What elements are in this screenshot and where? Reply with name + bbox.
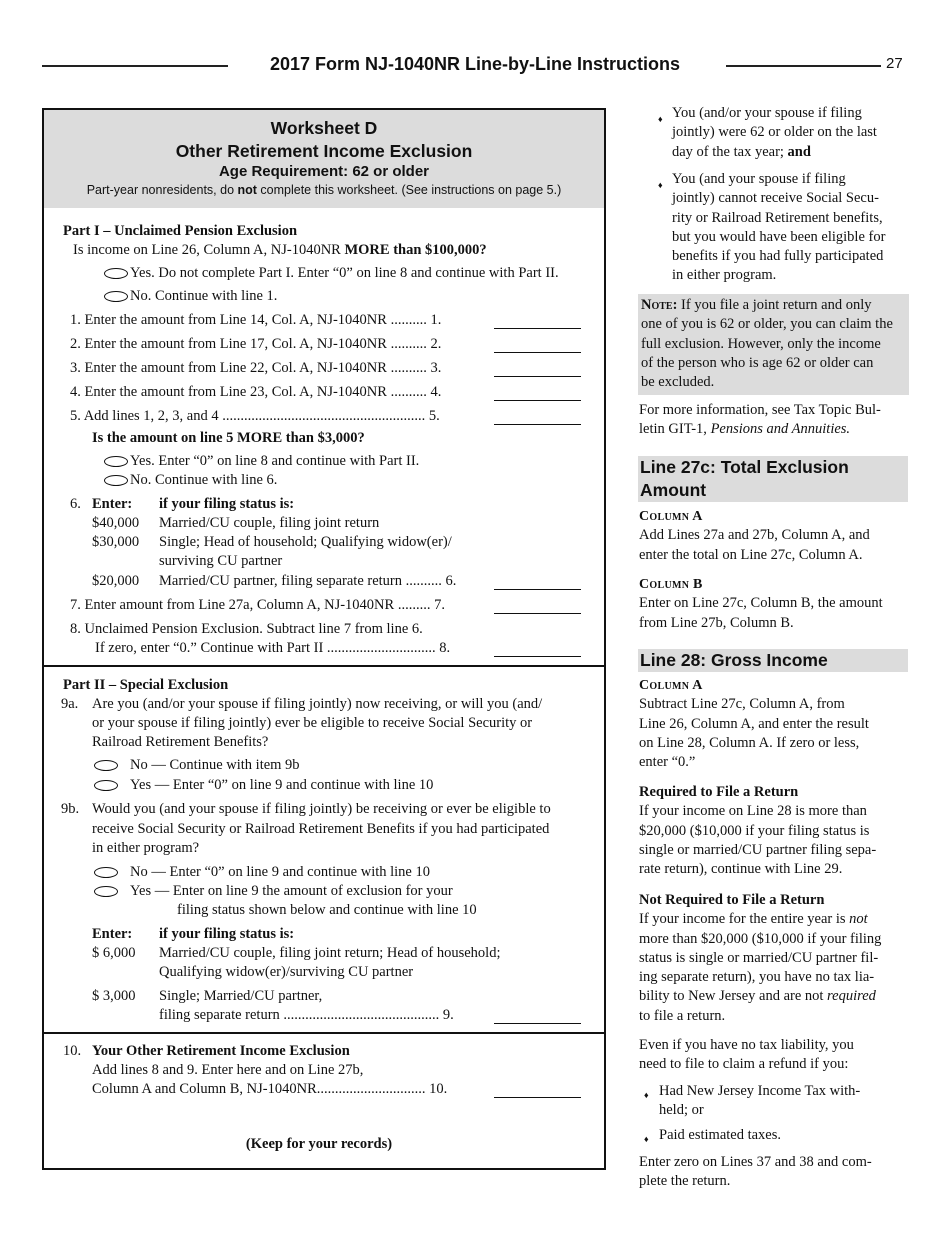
line9a-yes-text: Yes — Enter “0” on line 9 and continue with line 10 <box>130 777 434 793</box>
line-10-text-2: Column A and Column B, NJ-1040NR.............................. 10. <box>92 1081 448 1097</box>
line-8-field[interactable] <box>494 656 581 657</box>
line-3: 3. Enter the amount from Line 22, Col. A, NJ-1040NR .......... 3. <box>70 360 442 376</box>
not-required-to-file: Not Required to File a Return If your income for the entire year is not more than $20,000 ($10,000 if your filing status is single or married/CU partner fil- ing separate return), you have no tax lia- bility to New Jersey and are not required to file a return. <box>639 892 882 1024</box>
line-1: 1. Enter the amount from Line 14, Col. A, NJ-1040NR .......... 1. <box>70 312 442 328</box>
line-9a-text-1: Are you (and/or your spouse if filing jointly) now receiving, or will you (and/ <box>92 696 543 712</box>
required-to-file: Required to File a Return If your income on Line 28 is more than $20,000 ($10,000 if your filing status is single or married/CU partner filing sepa- rate return), continue with Line 29. <box>639 784 877 878</box>
line-6-amount-2: $30,000 <box>92 534 140 550</box>
bullet-icon: ♦ <box>644 1134 649 1144</box>
line9b-yes-text-2: filing status shown below and continue with line 10 <box>177 902 477 918</box>
enter-zero-note: Enter zero on Lines 37 and 38 and com- plete the return. <box>639 1154 872 1190</box>
age-requirement: Age Requirement: 62 or older <box>218 163 430 180</box>
worksheet-note: Part-year nonresidents, do not complete this worksheet. (See instructions on page 5.) <box>86 183 562 197</box>
part1-no-text: No. Continue with line 1. <box>130 288 278 304</box>
header-rule-left <box>42 65 228 67</box>
line-3-field[interactable] <box>494 376 581 377</box>
line9b-no-oval[interactable] <box>94 867 118 878</box>
line9a-yes-oval[interactable] <box>94 780 118 791</box>
bullet-icon: ♦ <box>658 180 663 190</box>
line-4-field[interactable] <box>494 400 581 401</box>
yes-option-oval[interactable] <box>104 268 128 279</box>
line-9-status-1a: Married/CU couple, filing joint return; Head of household; <box>159 945 501 961</box>
note-box: Note: If you file a joint return and only one of you is 62 or older, you can claim the full exclusion. However, only the income of the person who is age 62 or older can be excluded. <box>638 294 909 395</box>
refund-bullet-2: Paid estimated taxes. <box>659 1127 782 1143</box>
line-6-number: 6. <box>70 496 81 512</box>
page-title: 2017 Form NJ-1040NR Line-by-Line Instructions <box>269 54 681 74</box>
line-10-title: Your Other Retirement Income Exclusion <box>92 1043 350 1059</box>
part1-heading: Part I – Unclaimed Pension Exclusion <box>63 223 298 239</box>
line-6-field[interactable] <box>494 589 581 590</box>
line-9a-text-3: Railroad Retirement Benefits? <box>92 734 269 750</box>
line-10-field[interactable] <box>494 1097 581 1098</box>
line-9-status-1b: Qualifying widow(er)/surviving CU partner <box>159 964 414 980</box>
line-9-status-2b: filing separate return ........................................... 9. <box>159 1007 454 1023</box>
line-9-amount-2: $ 3,000 <box>92 988 136 1004</box>
line5-no-oval[interactable] <box>104 475 128 486</box>
part2-heading: Part II – Special Exclusion <box>63 677 229 693</box>
req-bullet-1: You (and/or your spouse if filing jointly) were 62 or older on the last day of the tax year; and <box>672 105 877 160</box>
more-info: For more information, see Tax Topic Bul- letin GIT-1, Pensions and Annuities. <box>639 402 881 438</box>
no-option-oval[interactable] <box>104 291 128 302</box>
line-6-status-1: Married/CU couple, filing joint return <box>159 515 380 531</box>
line-6-status-heading: if your filing status is: <box>159 496 295 512</box>
line5-yes-oval[interactable] <box>104 456 128 467</box>
line-9a-text-2: or your spouse if filing jointly) ever be eligible to receive Social Security or <box>92 715 533 731</box>
line-6-status-2a: Single; Head of household; Qualifying widow(er)/ <box>159 534 452 550</box>
line-7-field[interactable] <box>494 613 581 614</box>
line-28-col-a: Column A Subtract Line 27c, Column A, from Line 26, Column A, and enter the result on Line 28, Column A. If zero or less, enter “0.” <box>639 678 869 771</box>
line-9-field[interactable] <box>494 1023 581 1024</box>
line-6-status-3: Married/CU partner, filing separate return .......... 6. <box>159 573 457 589</box>
worksheet-header <box>44 110 604 208</box>
worksheet-subtitle: Other Retirement Income Exclusion <box>175 141 473 161</box>
line9b-no-text: No — Enter “0” on line 9 and continue with line 10 <box>130 864 430 880</box>
line-9b-text-2: receive Social Security or Railroad Retirement Benefits if you had participated <box>92 821 550 837</box>
line-9b-number: 9b. <box>61 801 80 817</box>
line-10-text-1: Add lines 8 and 9. Enter here and on Line 27b, <box>92 1062 364 1078</box>
line9a-no-text: No — Continue with item 9b <box>130 757 300 773</box>
line-27c-col-b: Column B Enter on Line 27c, Column B, the amount from Line 27b, Column B. <box>639 577 883 631</box>
worksheet-title: Worksheet D <box>270 118 378 138</box>
line-4: 4. Enter the amount from Line 23, Col. A, NJ-1040NR .......... 4. <box>70 384 442 400</box>
line-9-status-2a: Single; Married/CU partner, <box>159 988 323 1004</box>
line-1-field[interactable] <box>494 328 581 329</box>
refund-bullet-1: Had New Jersey Income Tax with- held; or <box>659 1083 861 1119</box>
line-6-status-2b: surviving CU partner <box>159 553 283 569</box>
line-28-heading: Line 28: Gross Income <box>638 649 908 672</box>
keep-for-records: (Keep for your records) <box>245 1136 393 1152</box>
line-5-question: Is the amount on line 5 MORE than $3,000? <box>92 430 365 446</box>
bullet-icon: ♦ <box>658 114 663 124</box>
line-9-enter: Enter: <box>92 926 133 942</box>
part1-yes-text: Yes. Do not complete Part I. Enter “0” on line 8 and continue with Part II. <box>130 265 559 281</box>
line-8b: If zero, enter “0.” Continue with Part II .............................. 8. <box>95 640 451 656</box>
part-divider-1 <box>44 665 604 667</box>
line5-no-text: No. Continue with line 6. <box>130 472 278 488</box>
bullet-icon: ♦ <box>644 1090 649 1100</box>
line-27c-col-a: Column A Add Lines 27a and 27b, Column A, and enter the total on Line 27c, Column A. <box>639 509 870 563</box>
line-9-status-heading: if your filing status is: <box>159 926 295 942</box>
line9b-yes-oval[interactable] <box>94 886 118 897</box>
line-6-enter: Enter: <box>92 496 133 512</box>
line-9b-text-3: in either program? <box>92 840 200 856</box>
worksheet-d <box>42 108 606 1170</box>
line-10-number: 10. <box>63 1043 82 1059</box>
page-number: 27 <box>886 55 903 72</box>
line-27c-heading: Line 27c: Total Exclusion Amount <box>638 456 908 502</box>
line-5-field[interactable] <box>494 424 581 425</box>
line-6-amount-1: $40,000 <box>92 515 140 531</box>
line-9a-number: 9a. <box>61 696 79 712</box>
line9b-yes-text-1: Yes — Enter on line 9 the amount of exclusion for your <box>130 883 453 899</box>
line-9b-text-1: Would you (and your spouse if filing jointly) be receiving or ever be eligible to <box>92 801 551 817</box>
line-7: 7. Enter amount from Line 27a, Column A, NJ-1040NR ......... 7. <box>70 597 445 613</box>
req-bullet-2: You (and your spouse if filing jointly) cannot receive Social Secu- rity or Railroad Retirement benefits, but you would have been eligible for benefits if you had fully participated in either program. <box>672 171 886 284</box>
line-2: 2. Enter the amount from Line 17, Col. A, NJ-1040NR .......... 2. <box>70 336 442 352</box>
line-2-field[interactable] <box>494 352 581 353</box>
line-9-amount-1: $ 6,000 <box>92 945 136 961</box>
refund-info: Even if you have no tax liability, you need to file to claim a refund if you: <box>639 1037 854 1073</box>
part1-question: Is income on Line 26, Column A, NJ-1040NR MORE than $100,000? <box>73 242 487 258</box>
part-divider-2 <box>44 1032 604 1034</box>
line-5: 5. Add lines 1, 2, 3, and 4 ........................................................ 5. <box>70 408 440 424</box>
line-8a: 8. Unclaimed Pension Exclusion. Subtract line 7 from line 6. <box>70 621 423 637</box>
header-rule-right <box>726 65 881 67</box>
line5-yes-text: Yes. Enter “0” on line 8 and continue with Part II. <box>130 453 420 469</box>
line9a-no-oval[interactable] <box>94 760 118 771</box>
line-6-amount-3: $20,000 <box>92 573 140 589</box>
